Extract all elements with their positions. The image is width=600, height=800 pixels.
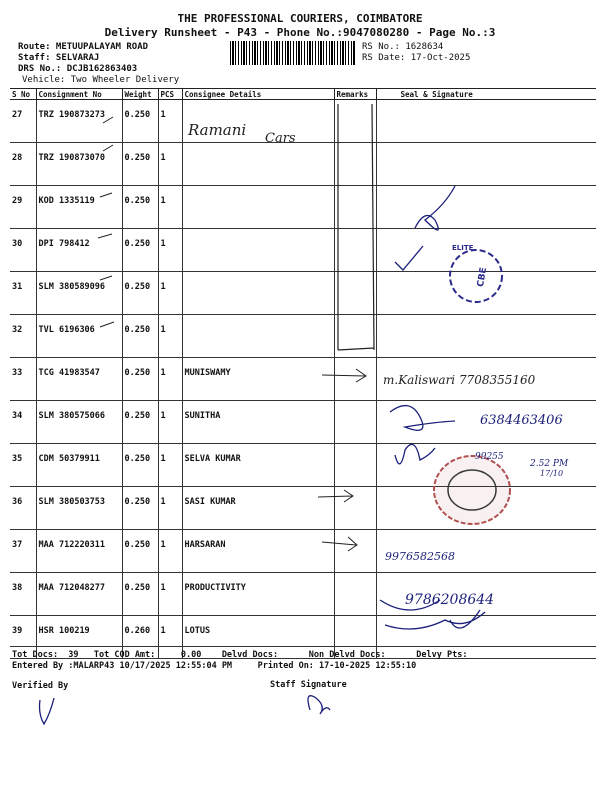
arrow-marks [318, 369, 366, 551]
signature-scribble-35 [395, 444, 435, 464]
col-header-sno: S No [10, 89, 36, 100]
cell-consignment: KOD 1335119 [36, 186, 122, 229]
footer-signature-scribbles [40, 696, 331, 724]
cell-weight: 0.250 [122, 530, 158, 573]
cell-weight: 0.250 [122, 401, 158, 444]
cell-pcs: 1 [158, 315, 182, 358]
col-header-seal: Seal & Signature [376, 89, 596, 100]
cell-consignment: SLM 380575066 [36, 401, 122, 444]
cell-sno: 32 [10, 315, 36, 358]
cell-weight: 0.250 [122, 573, 158, 616]
cell-pcs: 1 [158, 100, 182, 143]
signature-scribble-31 [395, 186, 455, 270]
col-header-consignment: Consignment No [36, 89, 122, 100]
cell-sno: 30 [10, 229, 36, 272]
cell-consignee: LOTUS [182, 616, 334, 659]
cell-weight: 0.250 [122, 143, 158, 186]
totals-line: Tot Docs: 39 Tot COD Amt: 0.00 Delvd Docs: Non Delvd Docs: Delvy Pts: [12, 650, 468, 660]
col-header-remarks: Remarks [334, 89, 376, 100]
staff-label: Staff: SELVARAJ [18, 53, 100, 63]
cell-sno: 29 [10, 186, 36, 229]
route-label: Route: METUUPALAYAM ROAD [18, 42, 149, 52]
cell-weight: 0.250 [122, 186, 158, 229]
cell-sno: 38 [10, 573, 36, 616]
cell-pcs: 1 [158, 530, 182, 573]
cell-pcs: 1 [158, 272, 182, 315]
cell-pcs: 1 [158, 444, 182, 487]
cell-sno: 33 [10, 358, 36, 401]
cell-weight: 0.260 [122, 616, 158, 659]
handwritten-ramani: Ramani [188, 121, 247, 139]
col-header-consignee: Consignee Details [182, 89, 334, 100]
handwritten-cars: Cars [265, 131, 296, 146]
cell-weight: 0.250 [122, 100, 158, 143]
totals-divider [10, 646, 596, 647]
cell-sno: 31 [10, 272, 36, 315]
cell-pcs: 1 [158, 143, 182, 186]
cell-consignee: SASI KUMAR [182, 487, 334, 530]
cell-consignee: SELVA KUMAR [182, 444, 334, 487]
cell-consignment: TRZ 190873070 [36, 143, 122, 186]
cell-weight: 0.250 [122, 229, 158, 272]
stamp-row-31 [450, 244, 502, 302]
cell-consignee: HARSARAN [182, 530, 334, 573]
stamp-row-36 [434, 456, 510, 524]
cell-weight: 0.250 [122, 358, 158, 401]
cell-weight: 0.250 [122, 315, 158, 358]
cell-sno: 34 [10, 401, 36, 444]
cell-sno: 37 [10, 530, 36, 573]
stamp-elite-text: ELITE [452, 244, 474, 252]
cell-consignment: TRZ 190873273 [36, 100, 122, 143]
cell-consignee: MUNISWAMY [182, 358, 334, 401]
cell-consignment: MAA 712048277 [36, 573, 122, 616]
cell-pcs: 1 [158, 186, 182, 229]
cell-consignee: PRODUCTIVITY [182, 573, 334, 616]
cell-weight: 0.250 [122, 272, 158, 315]
cell-consignment: MAA 712220311 [36, 530, 122, 573]
rs-date: RS Date: 17-Oct-2025 [362, 53, 471, 63]
runsheet-subtitle: Delivery Runsheet - P43 - Phone No.:9047080280 - Page No.:3 [104, 26, 496, 39]
handwritten-kaliswari: m.Kaliswari 7708355160 [383, 373, 536, 387]
cell-pcs: 1 [158, 229, 182, 272]
signature-scribble-34 [390, 406, 455, 431]
rs-number: RS No.: 1628634 [362, 42, 444, 52]
cell-consignment: TCG 41983547 [36, 358, 122, 401]
handwritten-phone-34: 6384463406 [480, 413, 563, 428]
cell-consignment: SLM 380503753 [36, 487, 122, 530]
entered-printed-line: Entered By :MALARP43 10/17/2025 12:55:04 PM Printed On: 17-10-2025 12:55:10 [12, 661, 417, 671]
stamp-cbe-text: CBE [475, 266, 490, 288]
handwritten-phone-37: 9976582568 [385, 550, 455, 563]
verified-by-label: Verified By [12, 681, 69, 691]
col-header-pcs: PCS [158, 89, 182, 100]
company-title: THE PROFESSIONAL COURIERS, COIMBATORE [177, 12, 423, 25]
drs-number: DRS No.: DCJB162863403 [18, 64, 138, 74]
cell-sno: 35 [10, 444, 36, 487]
handwritten-phone-38: 9786208644 [405, 592, 495, 608]
vehicle-label: Vehicle: Two Wheeler Delivery [22, 75, 180, 85]
handwritten-date-36: 17/10 [540, 469, 564, 478]
cell-consignment: DPI 798412 [36, 229, 122, 272]
cell-sno: 28 [10, 143, 36, 186]
cell-consignment: HSR 100219 [36, 616, 122, 659]
remarks-bracket [338, 104, 374, 350]
handwritten-phone-36: 99255 [475, 452, 504, 462]
cell-sno: 27 [10, 100, 36, 143]
cell-consignee: SUNITHA [182, 401, 334, 444]
handwritten-time-36: 2.52 PM [530, 459, 569, 469]
cell-pcs: 1 [158, 401, 182, 444]
cell-sno: 36 [10, 487, 36, 530]
cell-pcs: 1 [158, 358, 182, 401]
cell-pcs: 1 [158, 487, 182, 530]
cell-pcs: 1 [158, 573, 182, 616]
cell-weight: 0.250 [122, 444, 158, 487]
cell-consignment: SLM 380589096 [36, 272, 122, 315]
tick-marks [98, 117, 114, 327]
cell-pcs: 1 [158, 616, 182, 659]
staff-signature-label: Staff Signature [270, 680, 347, 690]
cell-consignment: CDM 50379911 [36, 444, 122, 487]
col-header-weight: Weight [122, 89, 158, 100]
cell-weight: 0.250 [122, 487, 158, 530]
cell-sno: 39 [10, 616, 36, 659]
cell-consignment: TVL 6196306 [36, 315, 122, 358]
